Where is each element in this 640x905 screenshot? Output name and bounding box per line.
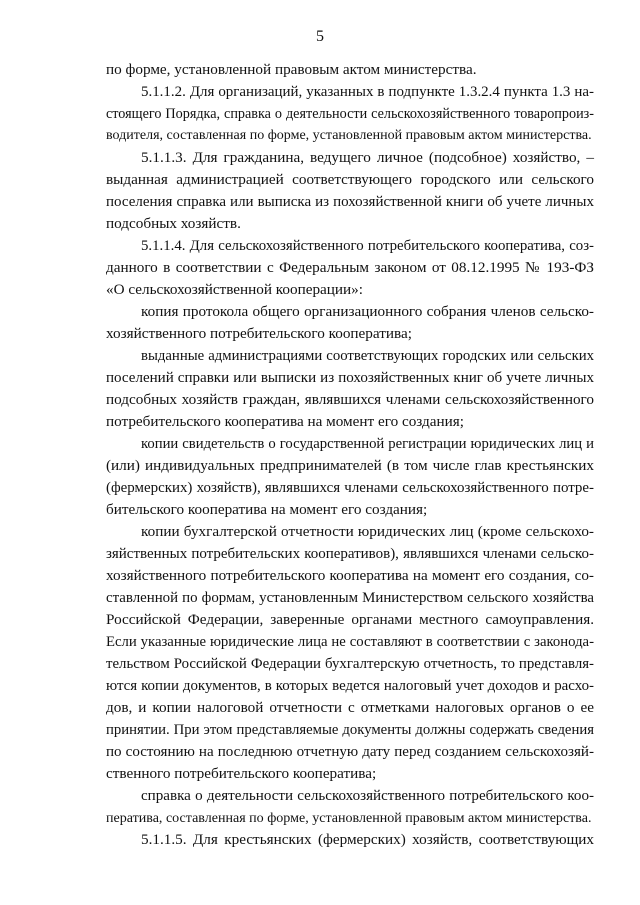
text-line: подсобных хозяйств граждан, являвшихся членами сельскохозяйственного	[106, 391, 594, 408]
paragraph-5-1-1-2	[106, 81, 594, 147]
text-line: ператива, составленная по форме, установленной правовым актом министерства.	[106, 810, 592, 826]
text-line: тельством Российской Федерации бухгалтерскую отчетность, то представля-	[106, 656, 594, 672]
text-line: бительского кооператива на момент его создания;	[106, 501, 428, 518]
paragraph-continuation	[106, 59, 594, 81]
paragraph-5-1-1-4	[106, 235, 594, 301]
paragraph-registration-certificates	[106, 433, 594, 521]
paragraph-cooperative-certificate	[106, 785, 594, 829]
text-line: ются копии документов, в которых ведется налоговый учет доходов и расхо-	[106, 678, 594, 694]
text-line: дов, и копии налоговой отчетности с отметками налоговых органов о ее	[106, 699, 594, 716]
page-number: 5	[316, 28, 324, 45]
text-line: ственного потребительского кооператива;	[106, 765, 377, 782]
paragraph-5-1-1-3	[106, 147, 594, 235]
text-line: потребительского кооператива на момент его создания;	[106, 413, 464, 430]
paragraph-accounting-reports	[106, 521, 594, 785]
text-line: по форме, установленной правовым актом министерства.	[106, 61, 477, 78]
text-line: по состоянию на последнюю отчетную дату перед созданием сельскохозяй-	[106, 744, 594, 760]
paragraph-settlement-certificates	[106, 345, 594, 433]
text-line: хозяйственного потребительского кооператива на момент его создания, со-	[106, 567, 594, 584]
paragraph-protocol-copy	[106, 301, 594, 345]
text-line: подсобных хозяйств.	[106, 215, 241, 232]
text-line: Если указанные юридические лица не составляют в соответствии с законода-	[106, 634, 594, 650]
text-line: данного в соответствии с Федеральным законом от 08.12.1995 № 193-ФЗ	[106, 259, 594, 276]
text-line: принятии. При этом представляемые документы должны содержать сведения	[106, 722, 594, 738]
text-line: поселения справка или выписка из похозяйственной книги об учете личных	[106, 194, 594, 210]
text-line: хозяйственного потребительского кооператива;	[106, 325, 412, 342]
text-line: 5.1.1.3. Для гражданина, ведущего личное (подсобное) хозяйство, –	[141, 149, 594, 166]
paragraph-5-1-1-5	[106, 829, 594, 851]
document-body	[106, 59, 594, 851]
text-line: зяйственных потребительских кооперативов), являвшихся членами сельско-	[106, 546, 594, 562]
text-line: Российской Федерации, заверенные органами местного самоуправления.	[106, 611, 594, 628]
text-line: 5.1.1.2. Для организаций, указанных в подпункте 1.3.2.4 пункта 1.3 на-	[141, 84, 594, 100]
text-line: «О сельскохозяйственной кооперации»:	[106, 281, 363, 298]
text-line: копии свидетельств о государственной регистрации юридических лиц и	[141, 436, 594, 452]
text-line: водителя, составленная по форме, установленной правовым актом министерства.	[106, 128, 592, 143]
text-line: поселений справки или выписки из похозяйственных книг об учете личных	[106, 370, 594, 386]
text-line: ставленной по формам, установленным Министерством сельского хозяйства	[106, 590, 594, 606]
text-line: (или) индивидуальных предпринимателей (в том числе глав крестьянских	[106, 457, 594, 474]
text-line: 5.1.1.4. Для сельскохозяйственного потребительского кооператива, соз-	[141, 238, 594, 254]
text-line: справка о деятельности сельскохозяйственного потребительского коо-	[141, 788, 594, 804]
text-line: копия протокола общего организационного собрания членов сельско-	[141, 303, 594, 320]
text-line: выданные администрациями соответствующих городских или сельских	[141, 348, 594, 364]
text-line: 5.1.1.5. Для крестьянских (фермерских) хозяйств, соответствующих	[141, 831, 594, 848]
text-line: выданная администрацией соответствующего городского или сельского	[106, 171, 594, 188]
text-line: копии бухгалтерской отчетности юридических лиц (кроме сельскохо-	[141, 523, 594, 540]
text-line: (фермерских) хозяйств), являвшихся членами сельскохозяйственного потре-	[106, 480, 594, 496]
text-line: стоящего Порядка, справка о деятельности сельскохозяйственного товаропроиз-	[106, 106, 594, 122]
